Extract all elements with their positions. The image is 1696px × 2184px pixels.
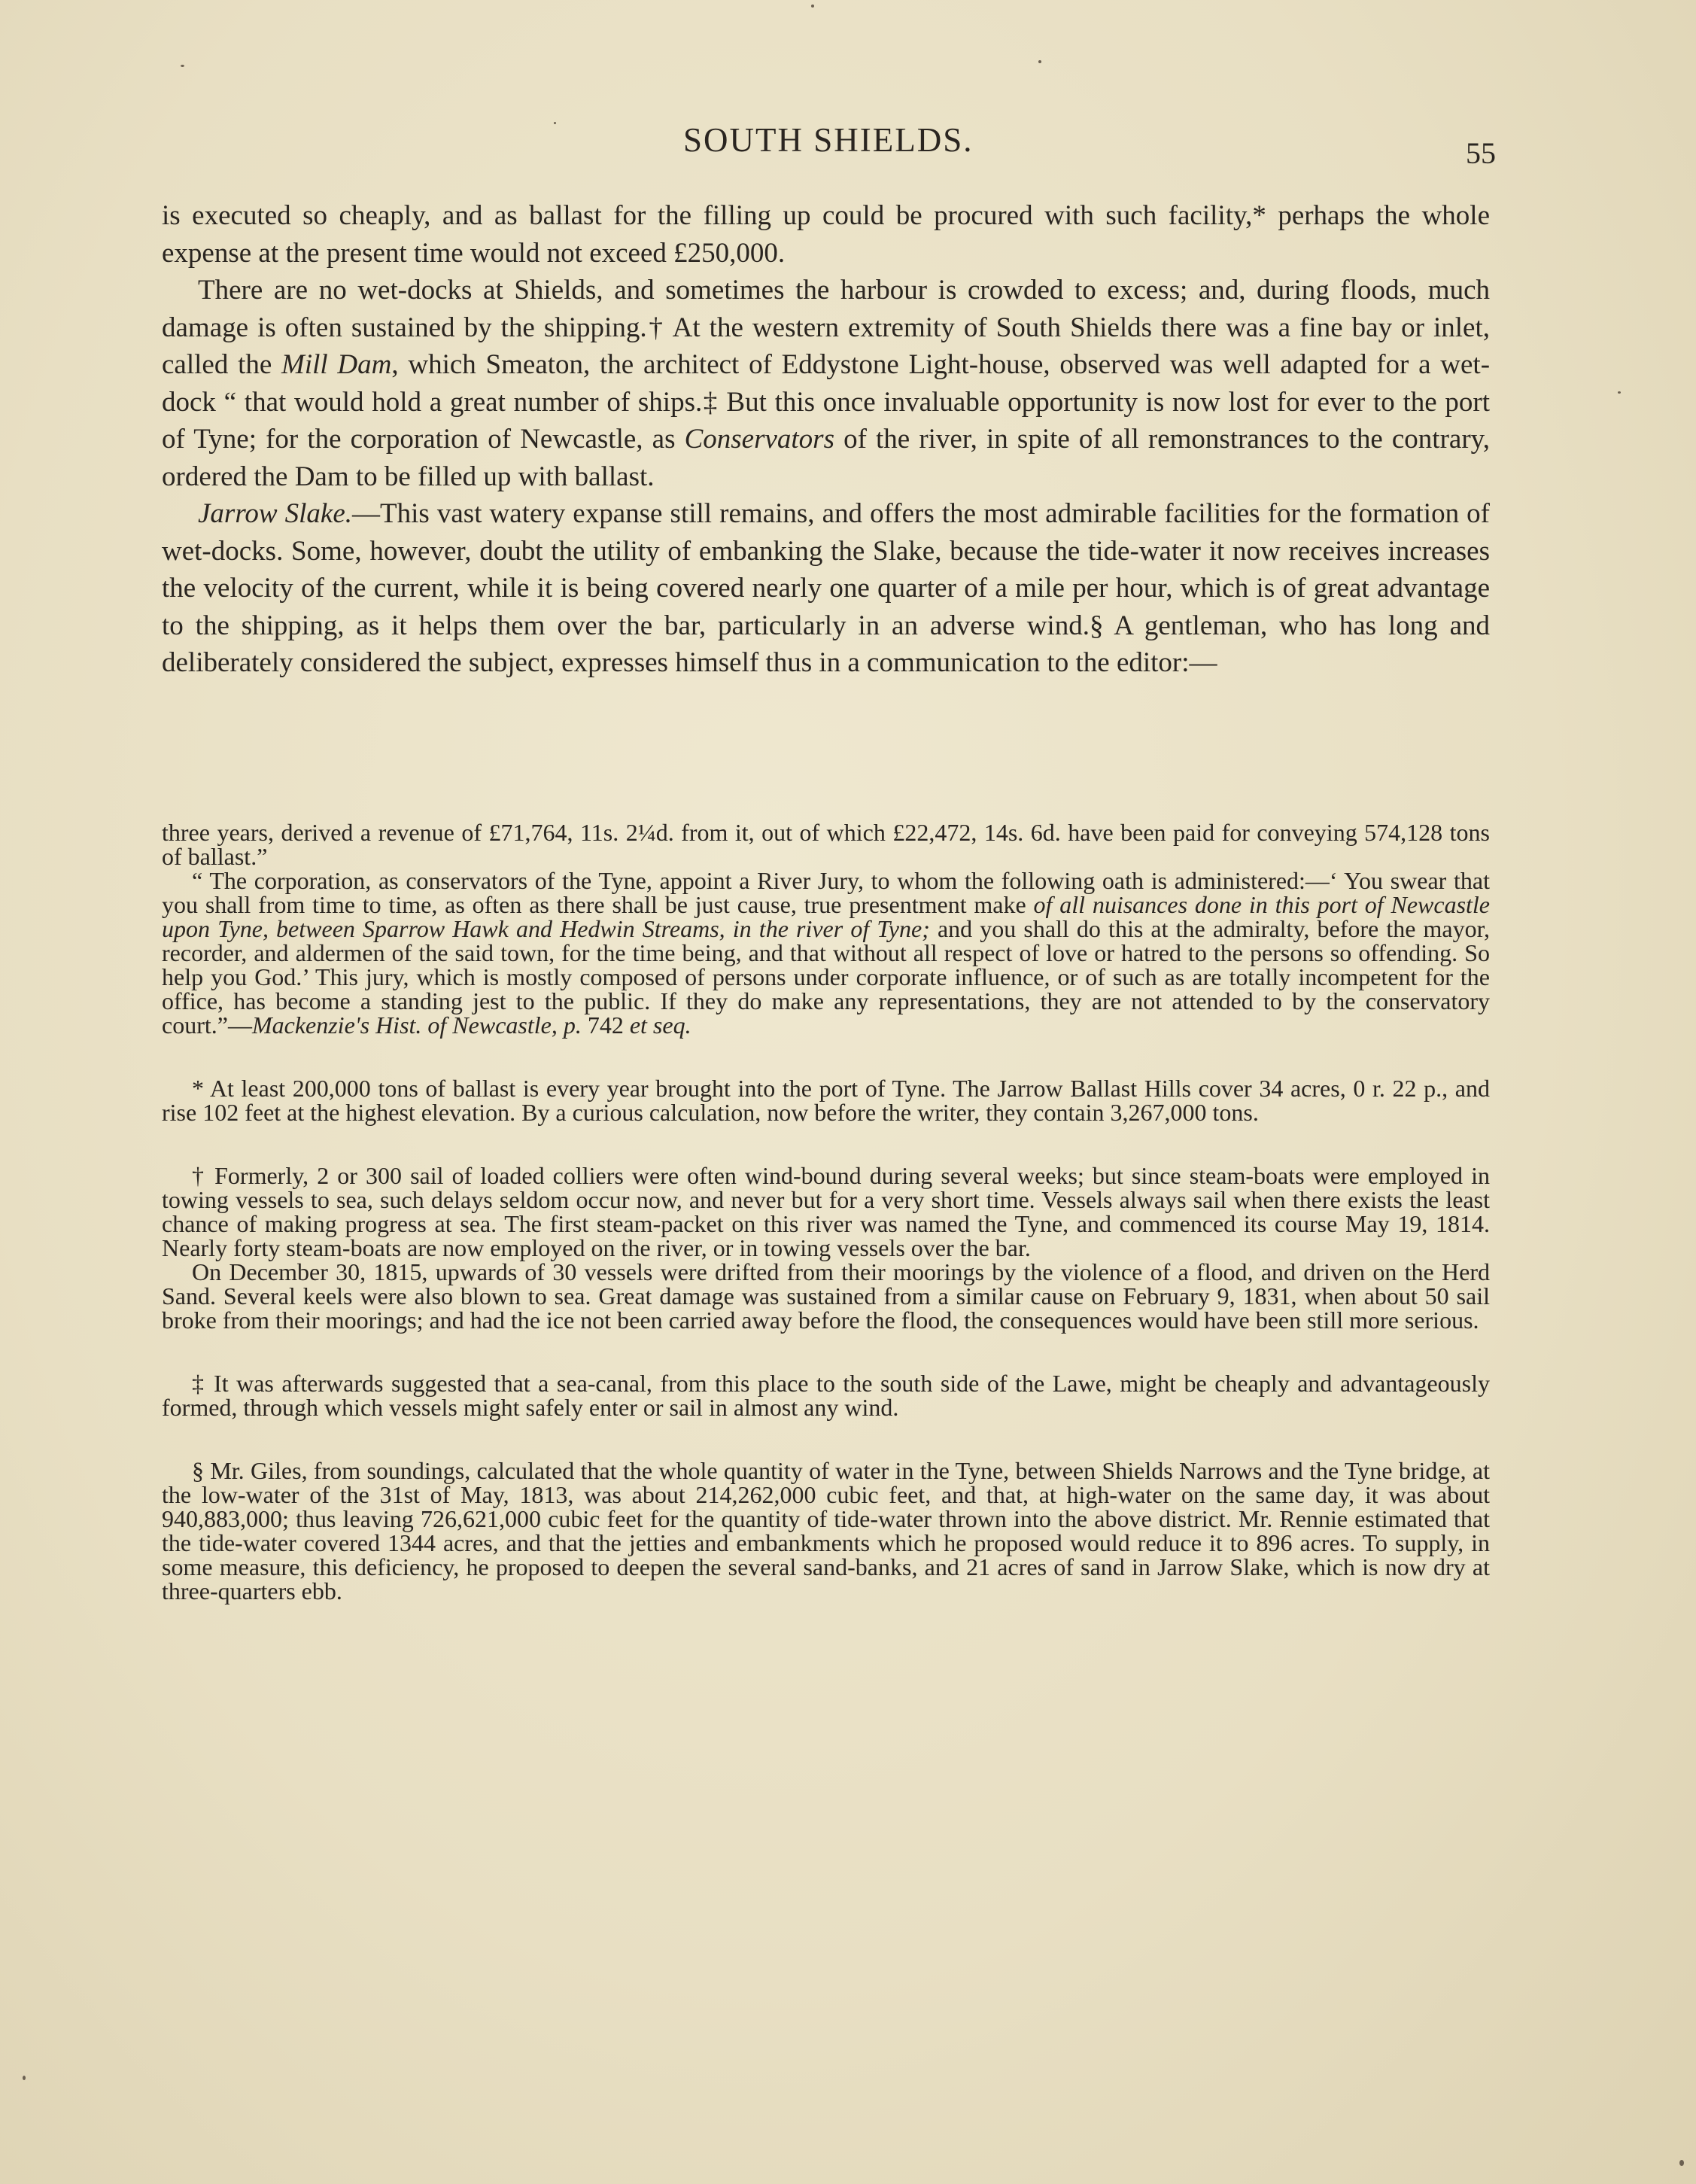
text-run: On December 30, 1815, upwards of 30 vessels were drifted from their moorings by the violence of a flood, and driven on the Herd Sand. Several keels were also blown to sea. Great damage was sustained from a similar cause on February 9, 1831, when about 50 sail broke from their moorings; and had the ice not been carried away before the flood, the consequences would have been still more serious. xyxy=(162,1258,1490,1334)
text-run: ‡ It was afterwards suggested that a sea-canal, from this place to the south side of the Lawe, might be cheaply and advantageously formed, through which vessels might safely enter or sail in almost any wind. xyxy=(162,1370,1490,1421)
footnote-asterisk xyxy=(162,1076,1490,1124)
footnote-double-dagger xyxy=(162,1371,1490,1419)
text-run: three years, derived a revenue of £71,764, 11s. 2¼d. from it, out of which £22,472, 14s. 6d. have been paid for conveying 574,128 tons of ballast.” xyxy=(162,819,1490,870)
text-run: of the river, in spite of all remonstrances to the contrary, ordered the Dam to be filled up with ballast. xyxy=(162,424,1491,492)
running-title: SOUTH SHIELDS. xyxy=(683,121,974,159)
italic-text: of all nuisances done in this port of Newcastle upon Tyne, between Sparrow Hawk and Hedwin Streams, in the river of Tyne; xyxy=(162,891,1491,942)
main-text xyxy=(162,197,1490,682)
page-header xyxy=(0,120,1696,173)
paragraph xyxy=(162,197,1490,272)
text-run: is executed so cheaply, and as ballast for the filling up could be procured with such facility,* perhaps the whole expense at the present time would not exceed £250,000. xyxy=(162,200,1490,269)
text-run: † Formerly, 2 or 300 sail of loaded colliers were often wind-bound during several weeks; but since steam-boats were employed in towing vessels to sea, such delays seldom occur now, and never but for a very short time. Vessels always sail when there exists the least chance of making progress at sea. The first steam-packet on this river was named the Tyne, and commenced its course May 19, 1814. Nearly forty steam-boats are now employed on the river, or in towing vessels over the bar. xyxy=(162,1162,1490,1261)
italic-text: Conservators xyxy=(684,424,834,455)
italic-text: Mill Dam xyxy=(281,349,392,380)
text-run: § Mr. Giles, from soundings, calculated that the whole quantity of water in the Tyne, between Shields Narrows and the Tyne bridge, at the low-water of the 31st of May, 1813, was about 214,262,000 cubic feet, and that, at high-water on the same day, it was about 940,883,000; thus leaving 726,621,000 cubic feet for the quantity of tide-water thrown into the above district. Mr. Rennie estimated that the tide-water covered 1344 acres, and that the jetties and embankments which he proposed would reduce it to 896 acres. To supply, in some measure, this deficiency, he proposed to deepen the several sand-banks, and 21 acres of sand in Jarrow Slake, which is now dry at three-quarters ebb. xyxy=(162,1457,1490,1605)
footnote-section xyxy=(162,1459,1490,1603)
footnote-continuation xyxy=(162,820,1490,868)
footnote-dagger xyxy=(162,1260,1490,1332)
italic-text: Mackenzie's Hist. of Newcastle, p. xyxy=(251,1011,582,1039)
footnotes xyxy=(162,820,1490,1603)
text-run: * At least 200,000 tons of ballast is every year brought into the port of Tyne. The Jarrow Ballast Hills cover 34 acres, 0 r. 22 p., and rise 102 feet at the highest elevation. By a curious calculation, now before the writer, they contain 3,267,000 tons. xyxy=(162,1075,1490,1126)
text-run: and you shall do this at the admiralty, before the mayor, recorder, and aldermen of the said town, for the time being, and that without all respect of love or hatred to the persons so offending. So help you God.’ This jury, which is mostly composed of persons under corporate influence, or of such as are totally incompetent for the office, has become a standing jest to the public. If they do make any representations, they are not attended to by the conservatory court.”— xyxy=(162,915,1491,1039)
paragraph xyxy=(162,272,1490,495)
text-run: , which Smeaton, the architect of Eddystone Light-house, observed was well adapted for a wet-dock “ that would hold a great number of ships.‡ But this once invaluable opportunity is now lost for ever to the port of Tyne; for the corporation of Newcastle, as xyxy=(162,349,1491,455)
page-number: 55 xyxy=(1466,136,1496,170)
text-run: There are no wet-docks at Shields, and sometimes the harbour is crowded to excess; and, during floods, much damage is often sustained by the shipping.† At the western extremity of South Shields there was a fine bay or inlet, called the xyxy=(162,275,1490,380)
footnote-continuation xyxy=(162,868,1490,1037)
footnote-dagger xyxy=(162,1163,1490,1260)
italic-text: et seq. xyxy=(629,1011,691,1039)
italic-text: Jarrow Slake. xyxy=(198,498,352,529)
text-run: —This vast watery expanse still remains, and offers the most admirable facilities for the formation of wet-docks. Some, however, doubt the utility of embanking the Slake, because the tide-water it now receives increases the velocity of the current, while it is being covered nearly one quarter of a mile per hour, which is of great advantage to the shipping, as it helps them over the bar, particularly in an adverse wind.§ A gentleman, who has long and deliberately considered the subject, expresses himself thus in a communication to the editor:— xyxy=(162,498,1490,678)
text-run: “ The corporation, as conservators of the Tyne, appoint a River Jury, to whom the following oath is administered:—‘ You swear that you shall from time to time, as often as there shall be just cause, true presentment make xyxy=(162,867,1490,918)
text-run: 742 xyxy=(581,1011,630,1039)
paragraph xyxy=(162,495,1490,682)
